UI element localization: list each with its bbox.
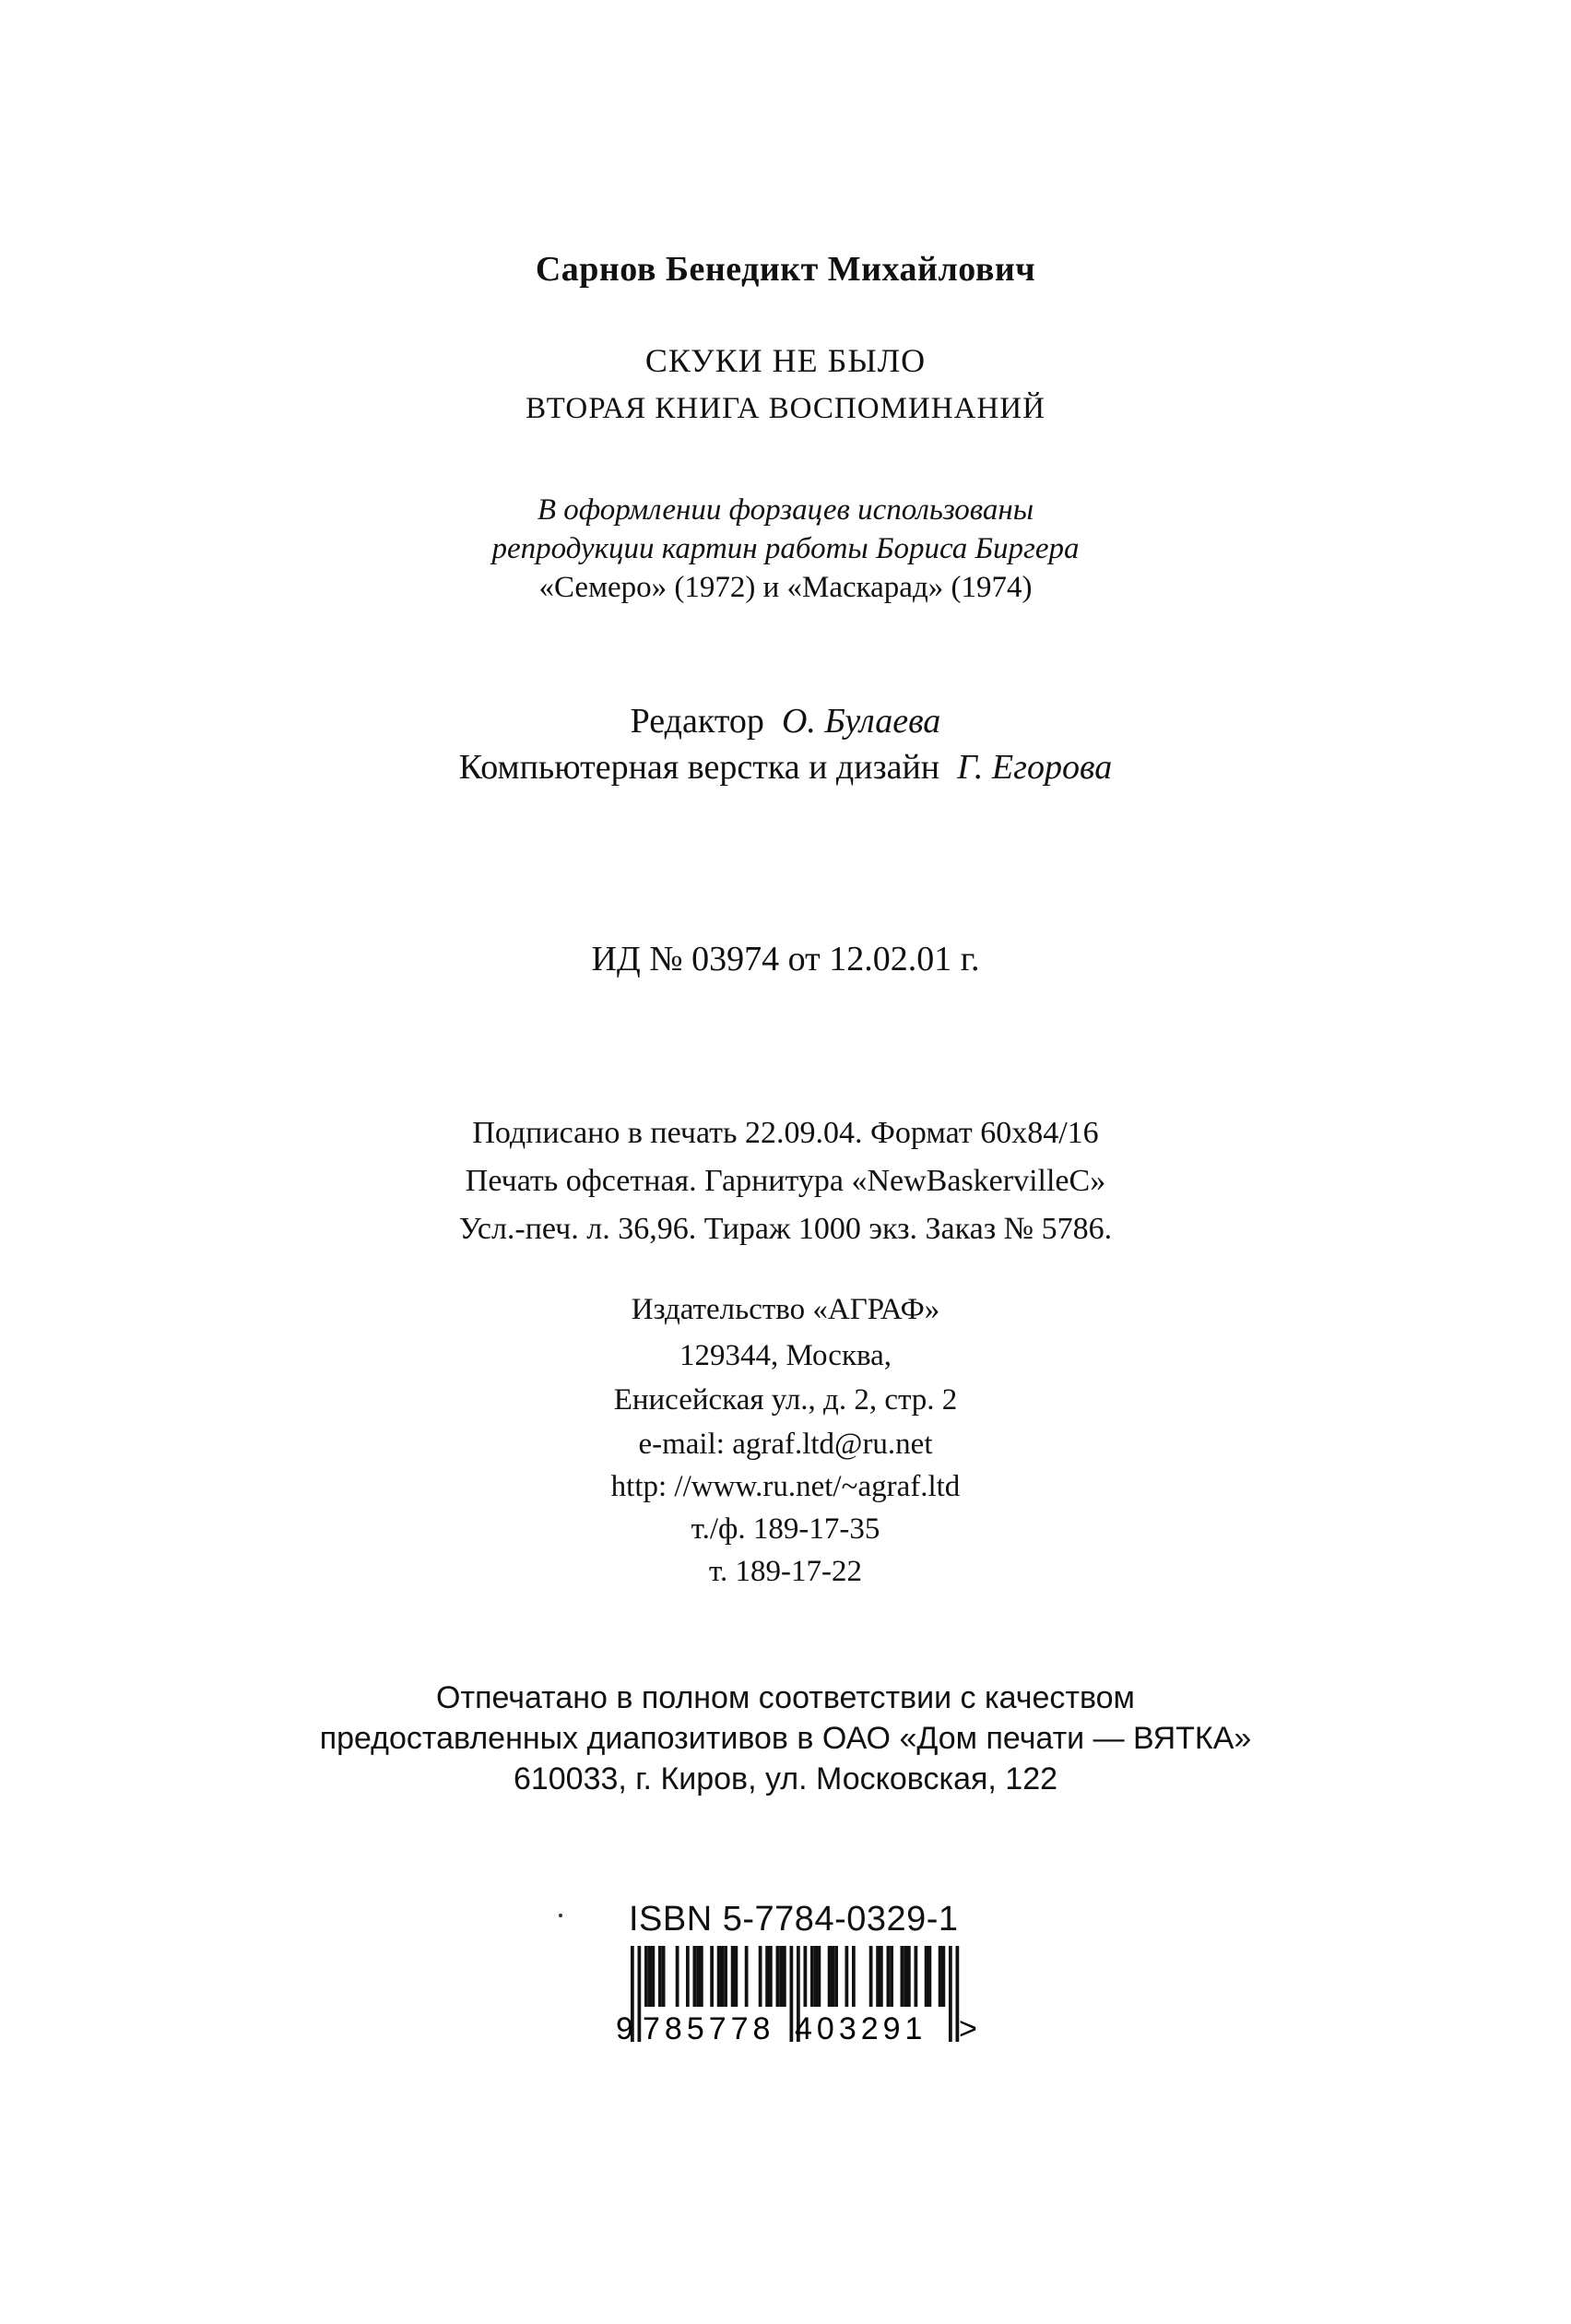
barcode-bar <box>745 1946 749 2007</box>
barcode-bar <box>759 1946 762 2007</box>
barcode-bar <box>731 1946 735 2007</box>
barcode-bar <box>686 1946 690 2007</box>
barcode-bar <box>804 1946 808 2007</box>
publisher-web: http: //www.ru.net/~agraf.ltd <box>610 1470 961 1503</box>
barcode-bar <box>648 1946 652 2007</box>
editor-role: Редактор <box>630 702 764 741</box>
layout-role: Компьютерная верстка и дизайн <box>458 748 940 787</box>
barcode-end-mark: > <box>959 2011 977 2046</box>
isbn-label: ISBN 5-7784-0329-1 <box>629 1900 959 1939</box>
publisher-phone: т. 189-17-22 <box>709 1555 862 1588</box>
barcode-bar <box>765 1946 769 2007</box>
barcode-bar <box>638 1946 642 2042</box>
barcode-bar <box>700 1946 703 2007</box>
barcode-bar <box>717 1946 721 2007</box>
barcode-bar <box>890 1946 893 2007</box>
endpaper-note-line-1: В оформлении форзацев использованы <box>537 493 1034 527</box>
barcode-bar <box>814 1946 818 2007</box>
barcode-bar <box>769 1946 773 2007</box>
barcode-bar <box>880 1946 883 2007</box>
barcode-bar <box>818 1946 821 2007</box>
barcode-bar <box>942 1946 946 2007</box>
barcode-bar <box>925 1946 928 2007</box>
book-author: Сарнов Бенедикт Михайлович <box>535 250 1036 289</box>
print-info-line-3: Усл.-печ. л. 36,96. Тираж 1000 экз. Заказ № 5786. <box>458 1212 1113 1246</box>
barcode-bar <box>876 1946 880 2007</box>
barcode-bar <box>901 1946 904 2007</box>
barcode-left-digits: 785778 <box>643 2011 775 2046</box>
barcode-bar <box>915 1946 918 2007</box>
publisher-postal: 129344, Москва, <box>679 1339 892 1372</box>
barcode-bar <box>852 1946 856 2007</box>
printer-line-2: предоставленных диапозитивов в ОАО «Дом печати — ВЯТКА» <box>319 1721 1252 1756</box>
barcode-bar <box>869 1946 873 2007</box>
barcode-bar <box>644 1946 648 2007</box>
barcode-bar <box>724 1946 727 2007</box>
print-info-line-2: Печать офсетная. Гарнитура «NewBaskervilleC» <box>465 1164 1106 1198</box>
barcode-bar <box>783 1946 786 2007</box>
barcode-bar <box>662 1946 666 2007</box>
barcode-bar <box>939 1946 942 2007</box>
barcode-bar <box>790 1946 794 2042</box>
barcode-bar <box>887 1946 891 2007</box>
printer-line-3: 610033, г. Киров, ул. Московская, 122 <box>513 1761 1058 1796</box>
barcode-bar <box>949 1946 952 2042</box>
layout-name: Г. Егорова <box>957 748 1113 787</box>
barcode-bar <box>904 1946 907 2007</box>
endpaper-note-line-3: «Семеро» (1972) и «Маскарад» (1974) <box>538 571 1033 604</box>
barcode-bar <box>845 1946 849 2007</box>
book-title: СКУКИ НЕ БЫЛО <box>644 342 927 379</box>
publisher-street: Енисейская ул., д. 2, стр. 2 <box>613 1383 958 1417</box>
barcode-bar <box>710 1946 714 2007</box>
barcode-bar <box>721 1946 725 2007</box>
barcode-bar <box>696 1946 700 2007</box>
editor-name: О. Булаева <box>781 702 941 741</box>
barcode-first-digit: 9 <box>616 2011 633 2046</box>
barcode-bar <box>928 1946 932 2007</box>
barcode-bar <box>652 1946 656 2007</box>
barcode-bar <box>828 1946 832 2007</box>
license-id: ИД № 03974 от 12.02.01 г. <box>591 940 980 978</box>
barcode-bar <box>907 1946 911 2007</box>
barcode-bar <box>776 1946 780 2007</box>
barcode-bar <box>676 1946 679 2007</box>
endpaper-note-line-2: репродукции картин работы Бориса Биргера <box>491 532 1080 565</box>
barcode-bar <box>810 1946 814 2007</box>
publisher-phone-fax: т./ф. 189-17-35 <box>691 1512 880 1546</box>
barcode-bar <box>658 1946 662 2007</box>
publisher-email: e-mail: agraf.ltd@ru.net <box>638 1428 933 1461</box>
barcode-bar <box>779 1946 783 2007</box>
barcode-bar <box>735 1946 738 2007</box>
book-subtitle: ВТОРАЯ КНИГА ВОСПОМИНАНИЙ <box>526 392 1045 425</box>
barcode-bar <box>832 1946 835 2007</box>
print-info-line-1: Подписано в печать 22.09.04. Формат 60x84/16 <box>472 1116 1099 1150</box>
publisher-name: Издательство «АГРАФ» <box>631 1293 940 1326</box>
barcode-right-digits: 403291 <box>795 2011 927 2046</box>
printer-line-1: Отпечатано в полном соответствии с качеством <box>436 1680 1135 1715</box>
barcode-bar <box>693 1946 697 2007</box>
barcode-bar <box>834 1946 838 2007</box>
